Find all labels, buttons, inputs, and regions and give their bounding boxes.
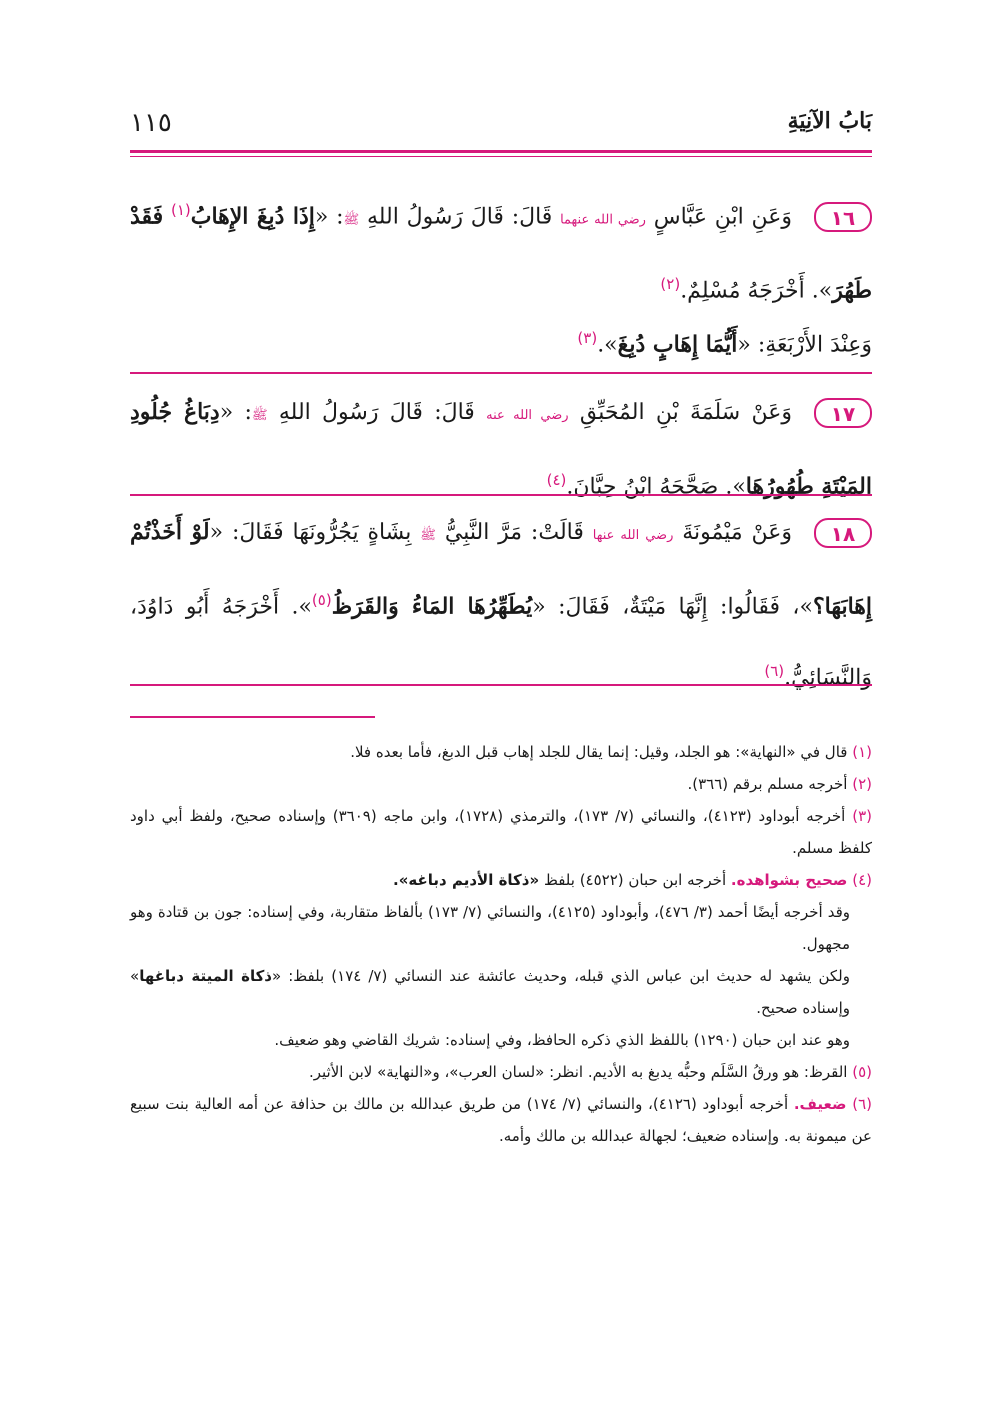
footnote-quote: ذكاة الميتة دباغها xyxy=(139,967,272,985)
chapter-title: بَابُ الآنِيَةِ xyxy=(787,108,872,134)
footnote-text: وهو عند ابن حبان (١٢٩٠) باللفظ الذي ذكره الحافظ، وفي إسناده: شريك القاضي وهو ضعيف. xyxy=(274,1031,850,1049)
hadith-text: ». أَخْرَجَهُ مُسْلِمٌ. xyxy=(680,278,833,304)
page-number: ١١٥ xyxy=(130,108,172,138)
hadith-text: »، فَقَالُوا: إِنَّهَا مَيْتَةٌ، فَقَالَ: « xyxy=(532,594,813,620)
footnote-number: (٣) xyxy=(852,807,872,825)
hadith-16-variant xyxy=(130,306,872,377)
footnote-number: (٤) xyxy=(852,871,872,889)
footnote-grade: صحيح بشواهده. xyxy=(730,871,848,889)
hadith-number-badge: ١٧ xyxy=(814,398,872,428)
hadith-text: وَعَنْ سَلَمَةَ بْنِ المُحَبِّقِ xyxy=(579,400,792,425)
honorific-glyph: رضي الله عنها xyxy=(592,528,674,543)
footnote-number: (٥) xyxy=(852,1063,872,1081)
footnote-quote: «ذكاة الأديم دباغه». xyxy=(393,871,540,889)
hadith-number-badge: ١٦ xyxy=(814,202,872,232)
footnote-separator xyxy=(130,716,375,718)
honorific-glyph: رضي الله عنهما xyxy=(560,212,646,228)
footnote-4-paragraph xyxy=(130,896,872,960)
footnote-text: قال في «النهاية»: هو الجلد، وقيل: إنما يقال للجلد إهاب قبل الدبغ، فأما بعده فلا. xyxy=(350,743,848,761)
hadith-17 xyxy=(130,380,872,519)
hadith-18 xyxy=(130,500,872,711)
salutation-glyph: ﷺ xyxy=(343,212,360,228)
hadith-text: ». أَخْرَجَهُ أَبُو دَاوُدَ، وَالنَّسَائِيُّ. xyxy=(130,594,872,691)
footnote-ref[interactable]: (٥) xyxy=(311,591,332,609)
footnote-5 xyxy=(130,1056,872,1088)
footnote-text: » وإسناده صحيح. xyxy=(130,967,850,1017)
hadith-text: : « xyxy=(314,204,344,230)
footnote-text: ولكن يشهد له حديث ابن عباس الذي قبله، وحديث عائشة عند النسائي (٧/ ١٧٤) بلفظ: « xyxy=(272,967,850,985)
salutation-glyph: ﷺ xyxy=(251,408,268,423)
hadith-quote: فَقَدْ طَهُرَ xyxy=(130,203,872,304)
hadith-quote: أَيُّمَا إِهَابٍ دُبِغَ xyxy=(617,331,738,358)
footnote-text: أخرجه مسلم برقم (٣٦٦). xyxy=(687,775,848,793)
hadith-quote: دِبَاغُ جُلُودِ المَيْتَةِ طُهُورُهَا xyxy=(130,399,872,500)
hadith-number-badge: ١٨ xyxy=(814,518,872,548)
footnote-6 xyxy=(130,1088,872,1152)
hadith-quote: يُطَهِّرُهَا المَاءُ وَالقَرَظُ xyxy=(331,593,533,620)
hadith-16 xyxy=(130,178,872,324)
footnote-4-paragraph xyxy=(130,1024,872,1056)
footnote-text: وقد أخرجه أيضًا أحمد (٣/ ٤٧٦)، وأبوداود (٤١٢٥)، والنسائي (٧/ ١٧٣) بألفاظ متقاربة، وفي إسناده: جون بن قتادة وهو مجهول. xyxy=(130,903,850,953)
hadith-text: قَالَ: قَالَ رَسُولُ اللهِ xyxy=(278,400,475,425)
hadith-text: وَعِنْدَ الأَرْبَعَةِ: « xyxy=(737,332,872,358)
section-divider xyxy=(130,372,872,374)
footnote-ref[interactable]: (٢) xyxy=(660,275,681,294)
hadith-quote: إِذَا دُبِغَ الإِهَابُ xyxy=(190,203,315,230)
footnote-text: أخرجه ابن حبان (٤٥٢٢) بلفظ xyxy=(543,871,727,889)
hadith-text: ». xyxy=(597,332,618,358)
footnote-text: القرظ: هو ورقُ السَّلَم وحبُّه يدبغ به الأديم. انظر: «لسان العرب»، و«النهاية» لابن الأثير. xyxy=(308,1063,848,1081)
footnote-text: أخرجه أبوداود (٤١٢٦)، والنسائي (٧/ ١٧٤) من طريق عبدالله بن مالك بن حذافة عن أمه العالية بنت سبيع عن ميمونة به. وإسناده ضعيف؛ لجهالة عبدالله بن مالك وأمه. xyxy=(130,1095,872,1145)
hadith-quote: لَوْ أَخَذْتُمْ إِهَابَهَا؟ xyxy=(130,519,872,620)
hadith-text: : « xyxy=(219,400,252,425)
footnote-grade: ضعيف. xyxy=(793,1095,847,1113)
footnote-3 xyxy=(130,800,872,864)
footnote-1 xyxy=(130,736,872,768)
footnotes xyxy=(130,736,872,1152)
footnote-4-paragraph xyxy=(130,960,872,1024)
page-header xyxy=(130,108,872,148)
footnote-ref[interactable]: (٤) xyxy=(546,471,567,489)
footnote-4 xyxy=(130,864,872,896)
hadith-text: وَعَنْ مَيْمُونَةَ xyxy=(682,520,792,545)
footnote-number: (٢) xyxy=(852,775,872,793)
footnote-ref[interactable]: (٣) xyxy=(577,329,598,347)
hadith-text: ». صَحَّحَهُ ابْنُ حِبَّانَ. xyxy=(566,474,746,500)
hadith-text: بِشَاةٍ يَجُرُّونَهَا فَقَالَ: « xyxy=(209,520,412,545)
footnote-2 xyxy=(130,768,872,800)
section-divider xyxy=(130,494,872,496)
header-rule-thin xyxy=(130,156,872,157)
footnote-text: أخرجه أبوداود (٤١٢٣)، والنسائي (٧/ ١٧٣)، والترمذي (١٧٢٨)، وابن ماجه (٣٦٠٩) وإسناده صحيح، ولفظ أبي داود كلفظ مسلم. xyxy=(130,807,872,857)
hadith-text: قَالَتْ: مَرَّ النَّبِيُّ xyxy=(444,520,584,545)
section-divider xyxy=(130,684,872,686)
honorific-glyph: رضي الله عنه xyxy=(486,408,569,423)
footnote-ref[interactable]: (٦) xyxy=(764,662,785,681)
hadith-text: قَالَ: قَالَ رَسُولُ اللهِ xyxy=(366,204,553,230)
hadith-text: وَعَنِ ابْنِ عَبَّاسٍ xyxy=(653,204,793,230)
header-rule-thick xyxy=(130,150,872,153)
salutation-glyph: ﷺ xyxy=(420,528,437,543)
footnote-number: (٦) xyxy=(852,1095,872,1113)
footnote-number: (١) xyxy=(852,743,872,761)
footnote-ref[interactable]: (١) xyxy=(170,201,191,219)
